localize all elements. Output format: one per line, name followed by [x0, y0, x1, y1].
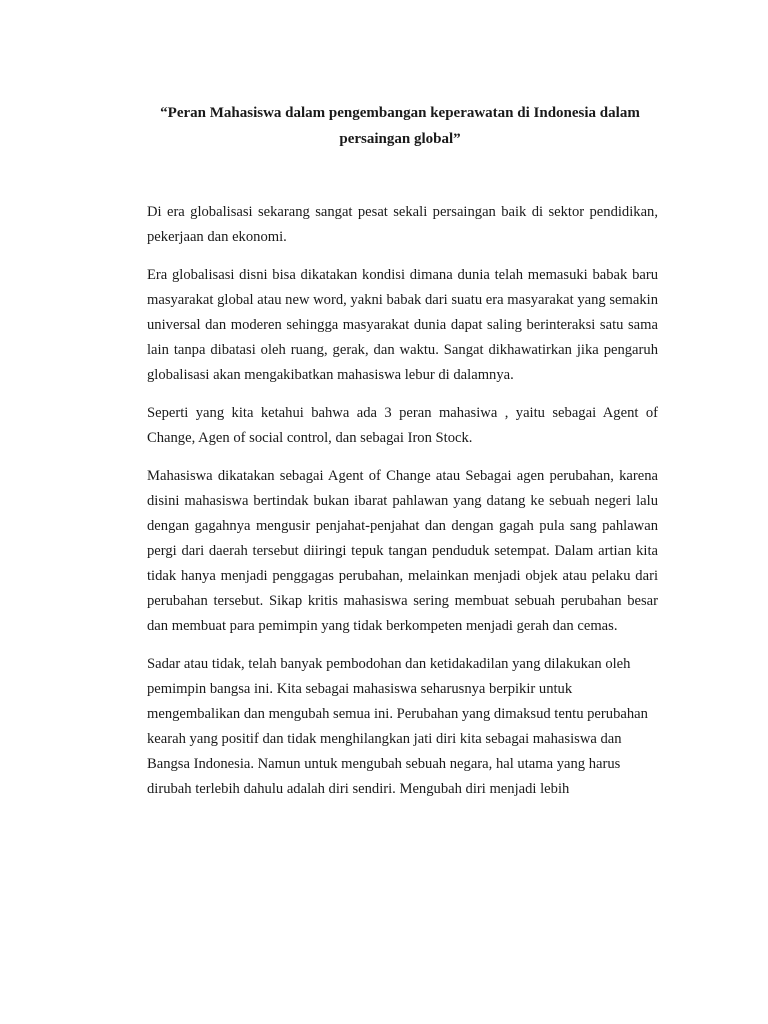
paragraph-1: Di era globalisasi sekarang sangat pesat sekali persaingan baik di sektor pendidikan, pekerjaan dan ekonomi.	[147, 204, 658, 245]
paragraph-5: Sadar atau tidak, telah banyak pembodohan dan ketidakadilan yang dilakukan oleh pemimpin bangsa ini. Kita sebagai mahasiswa seharusnya berpikir untuk mengembalikan dan mengubah semua ini. Perubahan yang dimaksud tentu perubahan kearah yang positif dan tidak menghilangkan jati diri kita sebagai mahasiswa dan Bangsa Indonesia. Namun untuk mengubah sebuah negara, hal utama yang harus dirubah terlebih dahulu adalah diri sendiri. Mengubah diri menjadi lebih	[147, 656, 648, 797]
paragraph-2: Era globalisasi disni bisa dikatakan kondisi dimana dunia telah memasuki babak baru masyarakat global atau new word, yakni babak dari suatu era masyarakat yang semakin universal dan moderen sehingga masyarakat dunia dapat saling berinteraksi satu sama lain tanpa dibatasi oleh ruang, gerak, dan waktu. Sangat dikhawatirkan jika pengaruh globalisasi akan mengakibatkan mahasiswa lebur di dalamnya.	[147, 267, 658, 383]
document-body	[147, 200, 658, 815]
title-line-1: “Peran Mahasiswa dalam pengembangan keperawatan di Indonesia dalam	[160, 105, 640, 121]
paragraph-3: Seperti yang kita ketahui bahwa ada 3 peran mahasiwa , yaitu sebagai Agent of Change, Agen of social control, dan sebagai Iron Stock.	[147, 405, 658, 446]
paragraph-4: Mahasiswa dikatakan sebagai Agent of Change atau Sebagai agen perubahan, karena disini mahasiswa bertindak bukan ibarat pahlawan yang datang ke sebuah negeri lalu dengan gagahnya mengusir penjahat-penjahat dan dengan gagah pula sang pahlawan pergi dari daerah tersebut diiringi tepuk tangan penduduk setempat. Dalam artian kita tidak hanya menjadi penggagas perubahan, melainkan menjadi objek atau pelaku dari perubahan tersebut. Sikap kritis mahasiswa sering membuat sebuah perubahan besar dan membuat para pemimpin yang tidak berkompeten menjadi gerah dan cemas.	[147, 468, 658, 634]
title-line-2: persaingan global”	[339, 131, 461, 147]
document-title	[140, 100, 660, 152]
